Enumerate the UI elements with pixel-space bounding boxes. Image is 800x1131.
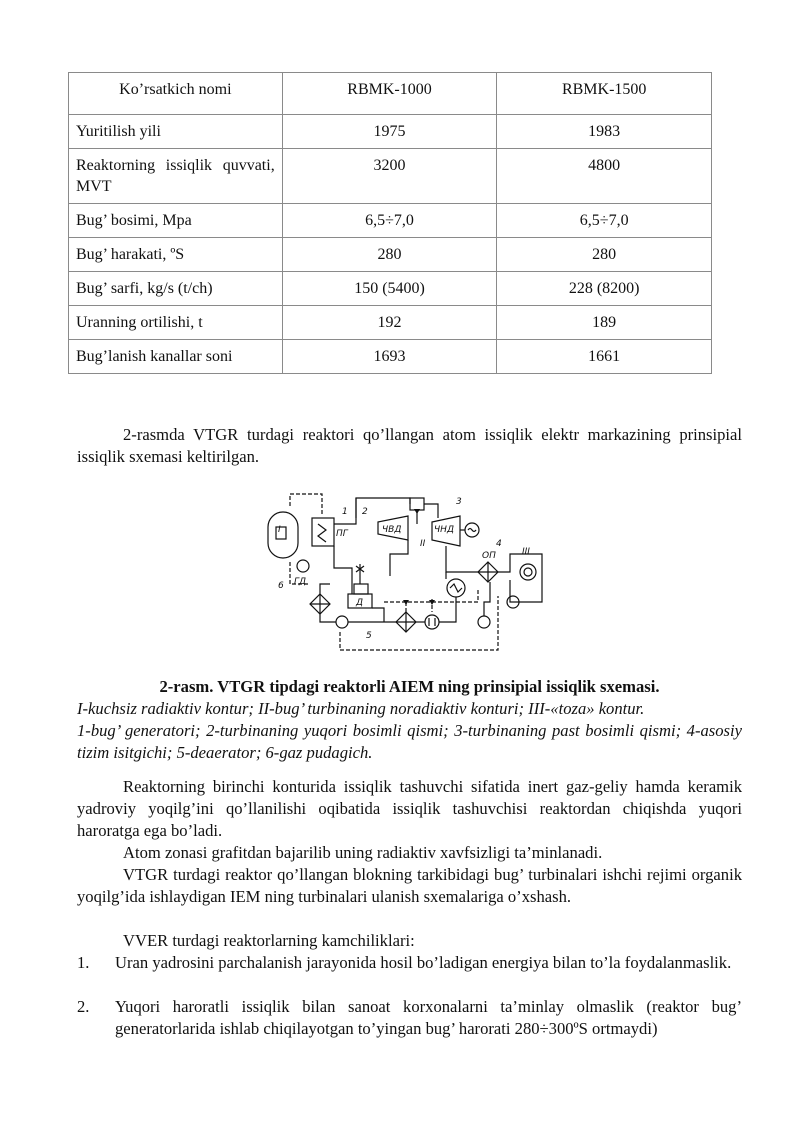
table-cell: 1661 [497, 340, 712, 374]
list-item-number: 2. [77, 997, 90, 1016]
table-cell: 6,5÷7,0 [282, 204, 497, 238]
table-header-row [69, 73, 712, 115]
table-header-cell: RBMK-1000 [282, 73, 497, 115]
label-contour-i: I [278, 525, 281, 535]
thermal-scheme-diagram [260, 484, 550, 664]
consumer-heat [520, 564, 536, 580]
table-cell-name: Bug’ harakati, ºS [69, 238, 283, 272]
label-op: ОП [482, 551, 496, 561]
body-paragraph: VTGR turdagi reaktor qo’llangan blokning tarkibidagi bug’ turbinalari ishchi rejimi organik yoqilg’ida ishlaydigan IEM ning turbinalari ulanish sxemalariga o’xshash. [77, 865, 742, 906]
list-item-number: 1. [77, 953, 90, 972]
table-cell: 150 (5400) [282, 272, 497, 306]
table-cell: 4800 [497, 149, 712, 204]
table-cell-name: Bug’ bosimi, Mpa [69, 204, 283, 238]
table-cell: 1983 [497, 115, 712, 149]
table-cell-name: Bug’lanish kanallar soni [69, 340, 283, 374]
table-header-cell: RBMK-1500 [497, 73, 712, 115]
table-cell-name: Bug’ sarfi, kg/s (t/ch) [69, 272, 283, 306]
list-heading: VVER turdagi reaktorlarning kamchiliklari: [123, 931, 415, 950]
figure-caption-title: 2-rasm. VTGR tipdagi reaktorli AIEM ning prinsipial issiqlik sxemasi. [159, 677, 660, 696]
label-1: 1 [342, 507, 348, 517]
table-row [69, 306, 712, 340]
table-row [69, 149, 712, 204]
table-cell: 280 [497, 238, 712, 272]
label-cvd: ЧВД [382, 525, 402, 535]
label-5: 5 [366, 631, 372, 641]
table-cell: 189 [497, 306, 712, 340]
label-pg: ПГ [336, 529, 348, 539]
body-paragraph: Atom zonasi grafitdan bajarilib uning radiaktiv xavfsizligi ta’minlanadi. [123, 843, 603, 862]
drain-line [340, 596, 498, 650]
label-3: 3 [456, 497, 462, 507]
label-6: 6 [278, 581, 284, 591]
contour-i-line [290, 494, 322, 514]
body-paragraph: Reaktorning birinchi konturida issiqlik tashuvchi sifatida inert gaz-geliy hamda keramik yadroviy yoqilg’ini qo’llanilishi oqibatida issiqlik tashuvchisi reaktordan chiqishda yuqori haroratga ega bo’ladi. [77, 777, 742, 840]
table-cell-name: Reaktorning issiqlik quvvati, MVT [69, 149, 283, 204]
label-contour-ii: II [420, 539, 426, 549]
list-item-text: Yuqori haroratli issiqlik bilan sanoat korxonalarni ta’minlay olmaslik (reaktor bug’ generatorlarida ishlab chiqilayotgan to’yingan bug’ harorati 280÷300ºS ortmaydi) [115, 997, 742, 1038]
contour-iii-line [498, 554, 542, 602]
table-row [69, 340, 712, 374]
table-cell: 228 (8200) [497, 272, 712, 306]
figure-caption-legend-items: 1-bug’ generatori; 2-turbinaning yuqori bosimli qismi; 3-turbinaning past bosimli qismi; 4-asosiy tizim isitgichi; 5-deaerator; 6-gaz pudagich. [77, 721, 742, 762]
reactor-vessel [268, 512, 298, 558]
label-4: 4 [496, 539, 502, 549]
table-cell: 192 [282, 306, 497, 340]
table-cell: 6,5÷7,0 [497, 204, 712, 238]
table-cell: 1975 [282, 115, 497, 149]
table-row [69, 115, 712, 149]
label-2: 2 [362, 507, 368, 517]
intro-paragraph: 2-rasmda VTGR turdagi reaktori qo’llangan atom issiqlik elektr markazining prinsipial issiqlik sxemasi keltirilgan. [77, 425, 742, 466]
label-gd: ГД [294, 577, 307, 587]
table-cell: 3200 [282, 149, 497, 204]
label-cnd: ЧНД [434, 525, 454, 535]
label-d: Д [356, 598, 364, 608]
list-item-text: Uran yadrosini parchalanish jarayonida hosil bo’ladigan energiya bilan to’la foydalanmaslik. [115, 953, 732, 972]
table-row [69, 204, 712, 238]
separator-reheater [410, 498, 424, 510]
table-cell-name: Yuritilish yili [69, 115, 283, 149]
reactor-parameters-table [68, 72, 712, 374]
table-cell: 280 [282, 238, 497, 272]
table-cell: 1693 [282, 340, 497, 374]
label-contour-iii: III [522, 547, 530, 557]
figure-caption-legend-contours: I-kuchsiz radiaktiv kontur; II-bug’ turbinaning noradiaktiv konturi; III-«toza» kontur. [77, 699, 645, 718]
feed-pump [336, 616, 348, 628]
table-row [69, 238, 712, 272]
table-cell-name: Uranning ortilishi, t [69, 306, 283, 340]
condensate-pump [478, 616, 490, 628]
table-row [69, 272, 712, 306]
table-header-cell: Ko’rsatkich nomi [69, 73, 283, 115]
gas-blower [297, 560, 309, 572]
